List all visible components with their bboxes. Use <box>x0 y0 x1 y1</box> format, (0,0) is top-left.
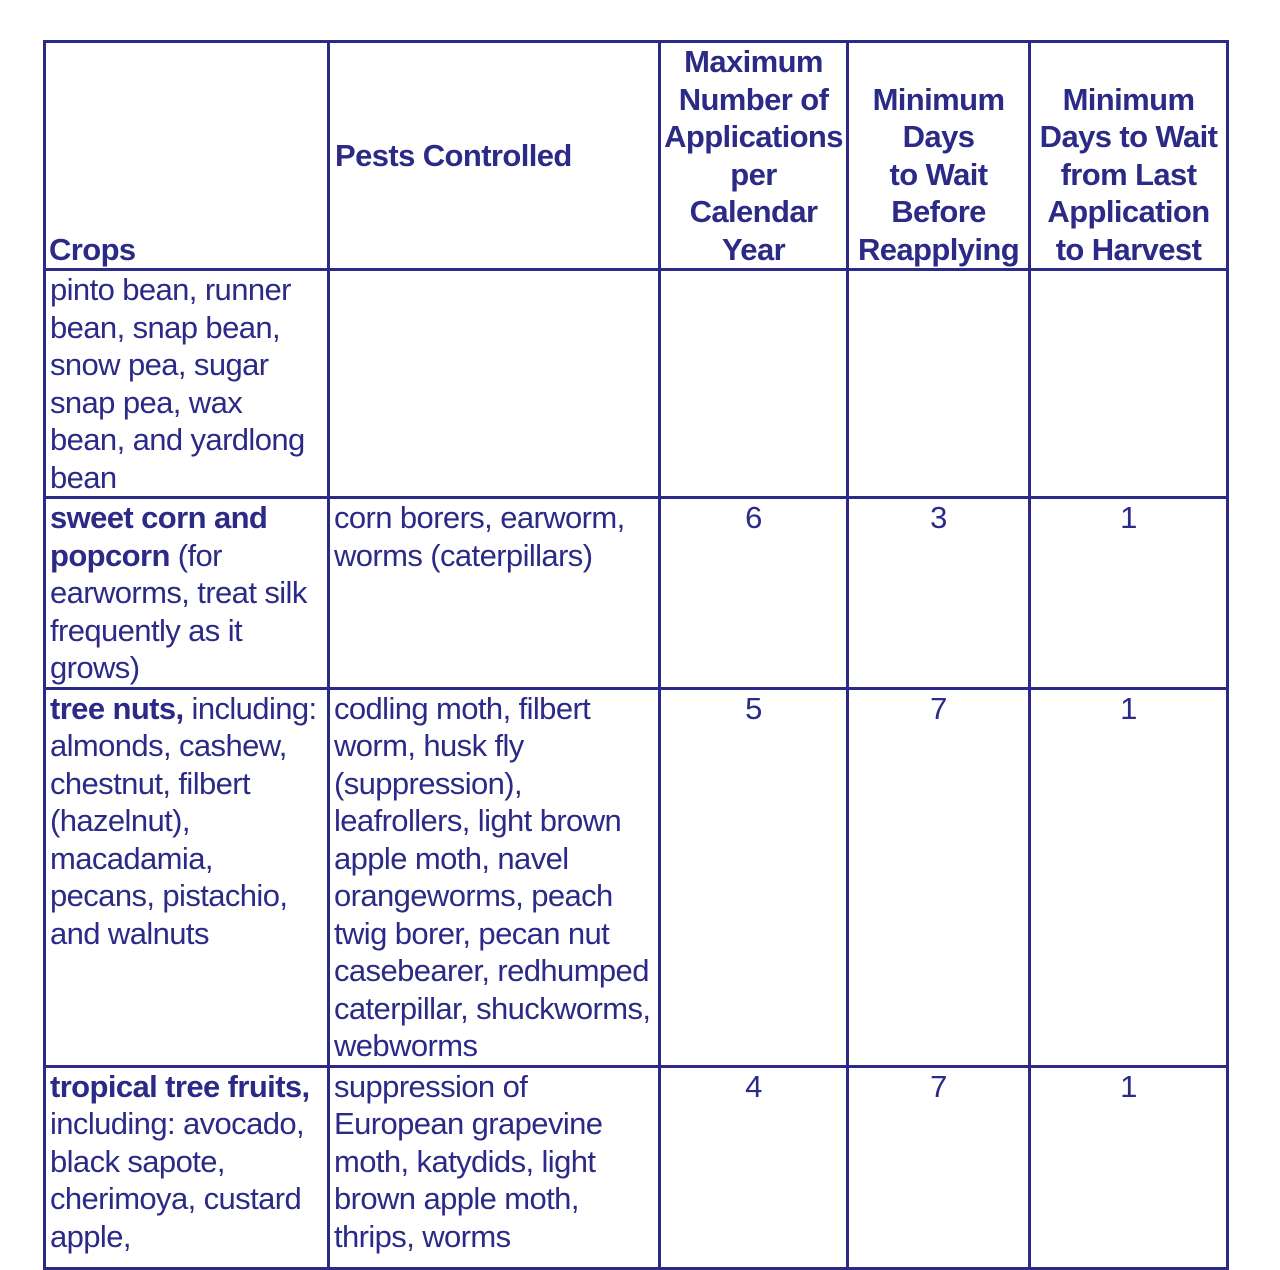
header-min-days-reapply-line: Reapplying <box>857 231 1020 267</box>
header-max-applications-line: Applications <box>664 119 843 154</box>
header-max-applications-line: Maximum <box>684 44 823 79</box>
pests-cell: corn borers, earworm, worms (caterpillars) <box>329 498 660 689</box>
crops-cell <box>45 1066 329 1268</box>
header-min-days-reapply-line: to Wait <box>889 156 988 192</box>
min-days-harvest-cell <box>1030 270 1228 498</box>
pests-cell <box>329 270 660 498</box>
table-row <box>45 498 1228 689</box>
min-days-reapply-cell: 7 <box>848 688 1030 1066</box>
table-header-row <box>45 42 1228 270</box>
header-min-days-harvest <box>1030 42 1228 270</box>
crops-cell <box>45 270 329 498</box>
header-min-days-harvest-line: Minimum <box>1062 81 1195 117</box>
crop-application-table <box>43 40 1229 1270</box>
header-max-applications <box>660 42 848 270</box>
pests-cell: suppression of European grapevine moth, katydids, light brown apple moth, thrips, worms <box>329 1066 660 1268</box>
header-min-days-reapply-line: Minimum <box>872 81 1005 117</box>
header-min-days-harvest-line: from Last <box>1060 156 1197 192</box>
max-applications-cell <box>660 270 848 498</box>
pests-cell: codling moth, filbert worm, husk fly (suppression), leafrollers, light brown apple moth, navel orangeworms, peach twig borer, pecan nut casebearer, redhumped caterpillar, shuckworms, webworms <box>329 688 660 1066</box>
table-row <box>45 270 1228 498</box>
header-min-days-harvest-line: to Harvest <box>1055 231 1202 267</box>
crops-text: pinto bean, runner bean, snap bean, snow pea, sugar snap pea, wax bean, and yardlong bean <box>50 272 305 495</box>
table-row <box>45 1066 1228 1268</box>
min-days-reapply-cell <box>848 270 1030 498</box>
max-applications-cell: 5 <box>660 688 848 1066</box>
header-min-days-harvest-line: Application <box>1047 194 1210 229</box>
header-crops: Crops <box>45 42 329 270</box>
min-days-harvest-cell: 1 <box>1030 1066 1228 1268</box>
header-pests-controlled: Pests Controlled <box>329 42 660 270</box>
header-max-applications-line: per Calendar <box>689 156 818 229</box>
min-days-reapply-cell: 7 <box>848 1066 1030 1268</box>
max-applications-cell: 4 <box>660 1066 848 1268</box>
header-max-applications-line: Year <box>721 231 786 267</box>
header-min-days-reapply-line: Days <box>902 119 975 154</box>
header-max-applications-line: Number of <box>678 81 829 117</box>
min-days-harvest-cell: 1 <box>1030 688 1228 1066</box>
crops-cell <box>45 498 329 689</box>
crops-bold-text: tropical tree fruits, <box>50 1068 310 1104</box>
crops-text: (for earworms, treat silk frequently as it grows) <box>50 537 307 685</box>
crops-text: including: avocado, black sapote, cherimoya, custard apple, <box>50 1106 305 1254</box>
crops-cell <box>45 688 329 1066</box>
crops-bold-text: tree nuts, <box>50 690 184 726</box>
crops-bold-text: sweet corn and popcorn <box>50 500 268 573</box>
min-days-harvest-cell: 1 <box>1030 498 1228 689</box>
crops-text: including: almonds, cashew, chestnut, filbert (hazelnut), macadamia, pecans, pistachio, and walnuts <box>50 690 317 951</box>
header-min-days-reapply <box>848 42 1030 270</box>
table-row <box>45 688 1228 1066</box>
header-min-days-harvest-line: Days to Wait <box>1039 119 1218 154</box>
min-days-reapply-cell: 3 <box>848 498 1030 689</box>
max-applications-cell: 6 <box>660 498 848 689</box>
header-min-days-reapply-line: Before <box>891 194 986 229</box>
